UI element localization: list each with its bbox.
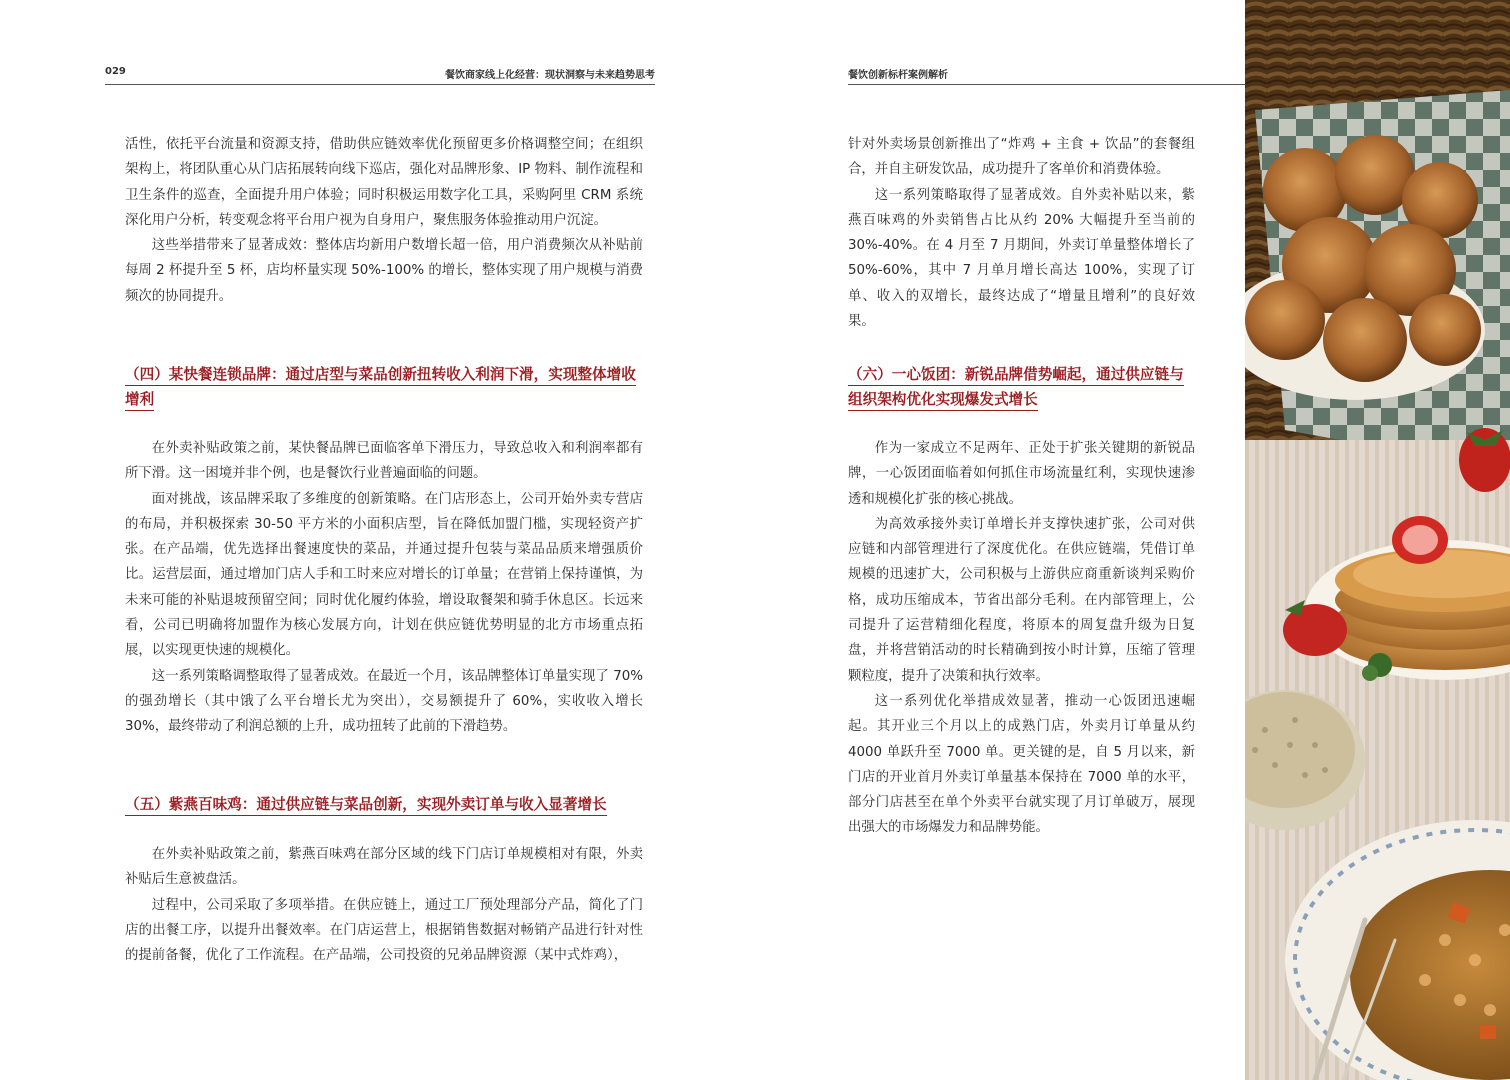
section-6-body xyxy=(848,436,1195,841)
section-5-body xyxy=(125,842,643,968)
left-intro-text xyxy=(125,132,643,309)
paragraph: 这些举措带来了显著成效：整体店均新用户数增长超一倍，用户消费频次从补贴前每周 2 杯提升至 5 杯，店均杯量实现 50%-100% 的增长，整体实现了用户规模与消费频次的协同提升。 xyxy=(125,238,643,304)
section-6-title: （六）一心饭团：新锐品牌借势崛起，通过供应链与组织架构优化实现爆发式增长 xyxy=(848,362,1195,412)
right-page xyxy=(755,0,1510,1080)
paragraph: 作为一家成立不足两年、正处于扩张关键期的新锐品牌，一心饭团面临着如何抓住市场流量红利，实现快速渗透和规模化扩张的核心挑战。 xyxy=(848,441,1195,507)
paragraph: 活性，依托平台流量和资源支持，借助供应链效率优化预留更多价格调整空间；在组织架构上，将团队重心从门店拓展转向线下巡店，强化对品牌形象、IP 物料、制作流程和卫生条件的巡查，全面提升用户体验；同时积极运用数字化工具，采购阿里 CRM 系统深化用户分析，转变观念将平台用户视为自身用户，聚焦服务体验推动用户沉淀。 xyxy=(125,137,643,228)
left-header-title: 餐饮商家线上化经营：现状洞察与未来趋势思考 xyxy=(445,70,655,81)
paragraph: 在外卖补贴政策之前，紫燕百味鸡在部分区域的线下门店订单规模相对有限，外卖补贴后生意被盘活。 xyxy=(125,847,643,888)
paragraph: 面对挑战，该品牌采取了多维度的创新策略。在门店形态上，公司开始外卖专营店的布局，并积极探索 30-50 平方米的小面积店型，旨在降低加盟门槛，实现轻资产扩张。在产品端，优先选择出餐速度快的菜品，并通过提升包装与菜品品质来增强质价比。运营层面，通过增加门店人手和工时来应对增长的订单量；在营销上保持谨慎，为未来可能的补贴退坡预留空间；同时优化履约体验，增设取餐架和骑手休息区。长远来看，公司已明确将加盟作为核心发展方向，计划在供应链优势明显的北方市场重点拓展，以实现更快速的规模化。 xyxy=(125,491,643,659)
paragraph: 这一系列策略调整取得了显著成效。在最近一个月，该品牌整体订单量实现了 70% 的强劲增长（其中饿了么平台增长尤为突出），交易额提升了 60%，实收收入增长 30%，最终带动了利润总额的上升，成功扭转了此前的下滑趋势。 xyxy=(125,668,643,735)
food-photo-illustration xyxy=(1245,0,1510,1080)
left-page-header xyxy=(105,62,655,85)
paragraph: 在外卖补贴政策之前，某快餐品牌已面临客单下滑压力，导致总收入和利润率都有所下滑。这一困境并非个例，也是餐饮行业普遍面临的问题。 xyxy=(125,441,643,482)
paragraph: 这一系列优化举措成效显著，推动一心饭团迅速崛起。其开业三个月以上的成熟门店，外卖月订单量从约 4000 单跃升至 7000 单。更关键的是，自 5 月以来，新门店的开业首月外卖订单量基本保持在 7000 单的水平，部分门店甚至在单个外卖平台就实现了月订单破万，展现出强大的市场爆发力和品牌势能。 xyxy=(848,693,1195,836)
right-intro-text xyxy=(848,132,1195,334)
section-4-title: （四）某快餐连锁品牌：通过店型与菜品创新扭转收入利润下滑，实现整体增收增利 xyxy=(125,362,643,412)
paragraph: 这一系列策略取得了显著成效。自外卖补贴以来，紫燕百味鸡的外卖销售占比从约 20% 大幅提升至当前的 30%-40%。在 4 月至 7 月期间，外卖订单量整体增长了 50%-60%，其中 7 月单月增长高达 100%，实现了订单、收入的双增长，最终达成了“增量且增利”的良好效果。 xyxy=(848,187,1195,330)
paragraph: 针对外卖场景创新推出了“炸鸡 + 主食 + 饮品”的套餐组合，并自主研发饮品，成功提升了客单价和消费体验。 xyxy=(848,137,1195,178)
left-page-number: 029 xyxy=(105,66,126,77)
paragraph: 过程中，公司采取了多项举措。在供应链上，通过工厂预处理部分产品，简化了门店的出餐工序，以提升出餐效率。在门店运营上，根据销售数据对畅销产品进行针对性的提前备餐，优化了工作流程。在产品端，公司投资的兄弟品牌资源（某中式炸鸡）， xyxy=(125,897,643,964)
paragraph: 为高效承接外卖订单增长并支撑快速扩张，公司对供应链和内部管理进行了深度优化。在供应链端，凭借订单规模的迅速扩大，公司积极与上游供应商重新谈判采购价格，成功压缩成本，节省出部分毛利。在内部管理上，公司提升了运营精细化程度，将原本的周复盘升级为日复盘，并将营销活动的时长精确到按小时计算，压缩了管理颗粒度，提升了决策和执行效率。 xyxy=(848,516,1195,684)
right-header-title: 餐饮创新标杆案例解析 xyxy=(848,70,948,81)
section-5-title: （五）紫燕百味鸡：通过供应链与菜品创新，实现外卖订单与收入显著增长 xyxy=(125,792,643,817)
food-photo xyxy=(1245,0,1510,1080)
section-4-body xyxy=(125,436,643,740)
